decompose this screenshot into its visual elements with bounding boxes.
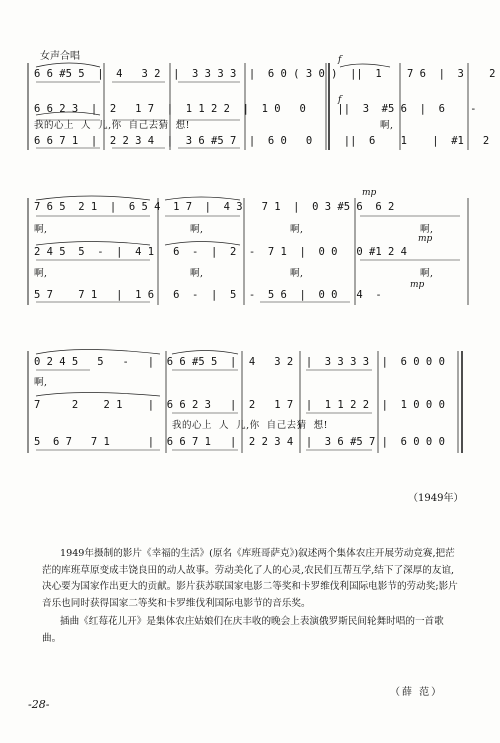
dynamic-mark-mp: mp: [362, 188, 377, 198]
dynamic-mark-mp: mp: [410, 280, 425, 290]
score-system-3: [0, 343, 500, 468]
lyric-a: 啊,: [420, 268, 434, 279]
lyric-a: 啊,: [34, 268, 48, 279]
lyric-line: 啊,: [380, 120, 394, 131]
commentary: [42, 546, 460, 647]
composition-year: （1949年）: [408, 493, 464, 504]
lyric-a: 啊,: [290, 224, 304, 235]
lyric-line: 我的心上 人 儿,你 自己去猜 想!: [34, 120, 190, 131]
lyric-a: 啊,: [190, 268, 204, 279]
dynamic-mark-mp: mp: [418, 234, 433, 244]
lyric-a: 啊,: [34, 377, 48, 388]
staff-bass: 6 6 7 1 | 2 2 3 4 | 3 6 #5 7 | 6 0 0 || 6 1 | #1 2: [34, 135, 490, 147]
lyric-a: 啊,: [290, 268, 304, 279]
staff-alto: 2 4 5 5 - | 4 1 6 - | 2 - 7 1 | 0 0 0 #1 2 4: [34, 246, 407, 258]
commentary-paragraph: 1949年摄制的影片《幸福的生活》(原名《库班哥萨克》)叙述两个集体农庄开展劳动竞赛,把茫茫的库班草原变成丰饶良田的动人故事。劳动美化了人的心灵,农民们互帮互学,结下了深厚的友谊,决心要为国家作出更大的贡献。影片获苏联国家电影二等奖和卡罗维伐利国际电影节的劳动奖;影片音乐也同时获得国家二等奖和卡罗维伐利国际电影节的音乐奖。: [42, 548, 458, 609]
score-system-2: [0, 190, 500, 320]
score-system-1: [0, 55, 500, 170]
staff-soprano: 7 6 5 2 1 | 6 5 4 1 7 | 4 3 7 1 | 0 3 #5 6 6 2: [34, 201, 395, 213]
voice-label: 女声合唱: [40, 51, 80, 62]
lyric-a: 啊,: [34, 224, 48, 235]
staff-soprano: 0 2 4 5 5 - | 6 6 #5 5 | 4 3 2 | 3 3 3 3 | 6 0 0 0: [34, 356, 445, 368]
staff-alto: 7 2 2 1 | 6 6 2 3 | 2 1 7 | 1 1 2 2 | 1 0 0 0: [34, 399, 445, 411]
lyric-a: 啊,: [420, 224, 434, 235]
staff-bass: 5 6 7 7 1 | 6 6 7 1 | 2 2 3 4 | 3 6 #5 7 | 6 0 0 0: [34, 436, 445, 448]
dynamic-mark-f: f: [338, 95, 342, 105]
staff-soprano: 6 6 #5 5 | 4 3 2 | 3 3 3 3 | 6 0 ( 3 0 ) || 1 7 6 | 3 2: [34, 68, 496, 80]
staff-alto: 6 6 2 3 | 2 1 7 | 1 1 2 2 | 1 0 0 || 3 #5 6 | 6 -: [34, 103, 477, 115]
page-number: -28-: [28, 698, 50, 711]
dynamic-mark-f: f: [338, 55, 342, 65]
lyric-a: 啊,: [190, 224, 204, 235]
staff-bass: 5 7 7 1 | 1 6 6 - | 5 - 5 6 | 0 0 4 -: [34, 289, 382, 301]
lyric-line: 我的心上 人 儿,你 自己去猜 想!: [172, 420, 328, 431]
commentary-paragraph: 插曲《红莓花儿开》是集体农庄姑娘们在庆丰收的晚会上表演俄罗斯民间轮舞时唱的一首歌曲。: [42, 616, 444, 644]
author-credit: （薛 范）: [390, 687, 444, 698]
